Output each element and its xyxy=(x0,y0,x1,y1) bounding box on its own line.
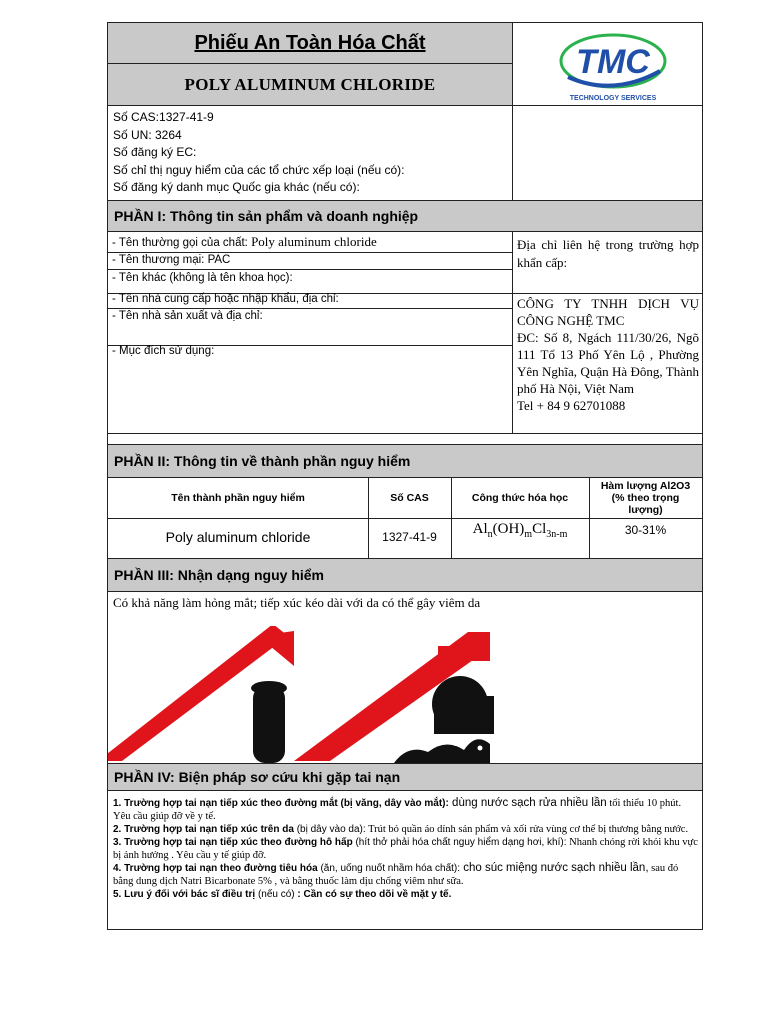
first-aid-eye: 1. Trường hợp tai nạn tiếp xúc theo đường mắt (bị văng, dây vào mắt): dùng nước sạch rửa nhiều lần tối thiểu 10 phút. Yêu cầu giúp đỡ về y tế. xyxy=(113,797,682,822)
hazard-pictograms xyxy=(108,626,702,763)
safety-data-sheet xyxy=(107,22,703,930)
un-number: Số UN: 3264 xyxy=(113,127,182,142)
manufacturer: - Tên nhà sản xuất và địa chỉ: xyxy=(112,310,263,322)
common-name-value: Poly aluminum chloride xyxy=(251,234,377,249)
row-content: 30-31% xyxy=(624,523,667,537)
hazard-text: Có khả năng làm hỏng mắt; tiếp xúc kéo dài với da có thể gây viêm da xyxy=(113,595,481,610)
row-cas: 1327-41-9 xyxy=(382,530,437,544)
first-aid-measures xyxy=(113,797,699,901)
row-formula: $Al_n(OH)_mCl_{3n-m}$ xyxy=(472,521,568,540)
tmc-logo-icon xyxy=(528,25,698,103)
trade-name: - Tên thương mại: PAC xyxy=(112,254,231,266)
other-name: - Tên khác (không là tên khoa học): xyxy=(112,272,293,284)
hazard-org-number: Số chỉ thị nguy hiểm của các tổ chức xếp loại (nếu có): xyxy=(113,162,405,177)
part2-heading: PHẦN II: Thông tin về thành phần nguy hiểm xyxy=(108,444,702,478)
first-aid-skin: 2. Trường hợp tai nạn tiếp xúc trên da (bị dây vào da): Trút bỏ quần áo dính sản phẩm và xối rửa vùng cơ thể bị thương bằng nước. xyxy=(113,824,689,835)
common-name-row xyxy=(108,234,512,252)
col-name-header: Tên thành phần nguy hiểm xyxy=(171,492,305,504)
first-aid-inhalation: 3. Trường hợp tai nạn tiếp xúc theo đường hô hấp (hít thở phải hóa chất nguy hiểm dạng hơi, khí): Nhanh chóng rời khỏi khu vực bị ảnh hưởng . Yêu cầu y tế giúp đỡ. xyxy=(113,837,698,861)
corrosive-pictogram-icon xyxy=(108,626,702,763)
product-name: POLY ALUMINUM CHLORIDE xyxy=(184,74,436,94)
col-content-header: Hàm lượng Al2O3 (% theo trọng lượng) xyxy=(600,480,691,516)
company-logo xyxy=(528,25,698,103)
col-cas-header: Số CAS xyxy=(390,492,429,504)
company-name: CÔNG TY TNHH DỊCH VỤ CÔNG NGHỆ TMC xyxy=(517,296,699,328)
common-name-label: - Tên thường gọi của chất: xyxy=(112,237,248,249)
title-cell xyxy=(108,23,512,63)
document-title: Phiếu An Toàn Hóa Chất xyxy=(194,31,426,54)
cas-number: Số CAS:1327-41-9 xyxy=(113,110,214,124)
logo-text: TMC xyxy=(576,43,650,81)
emergency-contact xyxy=(517,295,699,414)
company-address: ĐC: Số 8, Ngách 111/30/26, Ngõ 111 Tổ 13 Phố Yên Lộ , Phường Yên Nghĩa, Quận Hà Đông, Thành phố Hà Nội, Việt Nam xyxy=(517,330,699,396)
part3-heading: PHẦN III: Nhận dạng nguy hiểm xyxy=(108,558,702,592)
supplier: - Tên nhà cung cấp hoặc nhập khẩu, địa chỉ: xyxy=(112,293,339,305)
row-name: Poly aluminum chloride xyxy=(165,529,311,545)
logo-tagline: TECHNOLOGY SERVICES xyxy=(569,95,657,102)
part4-heading: PHẦN IV: Biện pháp sơ cứu khi gặp tai nạn xyxy=(108,763,702,791)
emergency-label: Địa chỉ liên hệ trong trường hợp khẩn cấp: xyxy=(517,237,699,270)
part1-heading: PHẦN I: Thông tin sản phẩm và doanh nghiệp xyxy=(108,200,702,232)
product-cell xyxy=(108,63,512,105)
first-aid-doctor-note: 5. Lưu ý đối với bác sĩ điều trị (nếu có) : Cần có sự theo dõi về mặt y tế. xyxy=(113,889,452,900)
col-formula-header: Công thức hóa học xyxy=(471,492,569,504)
ec-number: Số đăng ký EC: xyxy=(113,145,197,159)
purpose: - Mục đích sử dụng: xyxy=(112,345,215,357)
identifiers-block xyxy=(113,109,508,197)
company-tel: Tel + 84 9 62701088 xyxy=(517,398,626,413)
first-aid-ingestion: 4. Trường hợp tai nạn theo đường tiêu hóa (ăn, uống nuốt nhầm hóa chất): cho súc miệng nước sạch nhiều lần, sau đó bằng dung dịch Natri Bicarbonate 5% , và bằng thuốc làm dịu chống viêm như sữa. xyxy=(113,862,679,887)
national-number: Số đăng ký danh mục Quốc gia khác (nếu có): xyxy=(113,180,360,194)
